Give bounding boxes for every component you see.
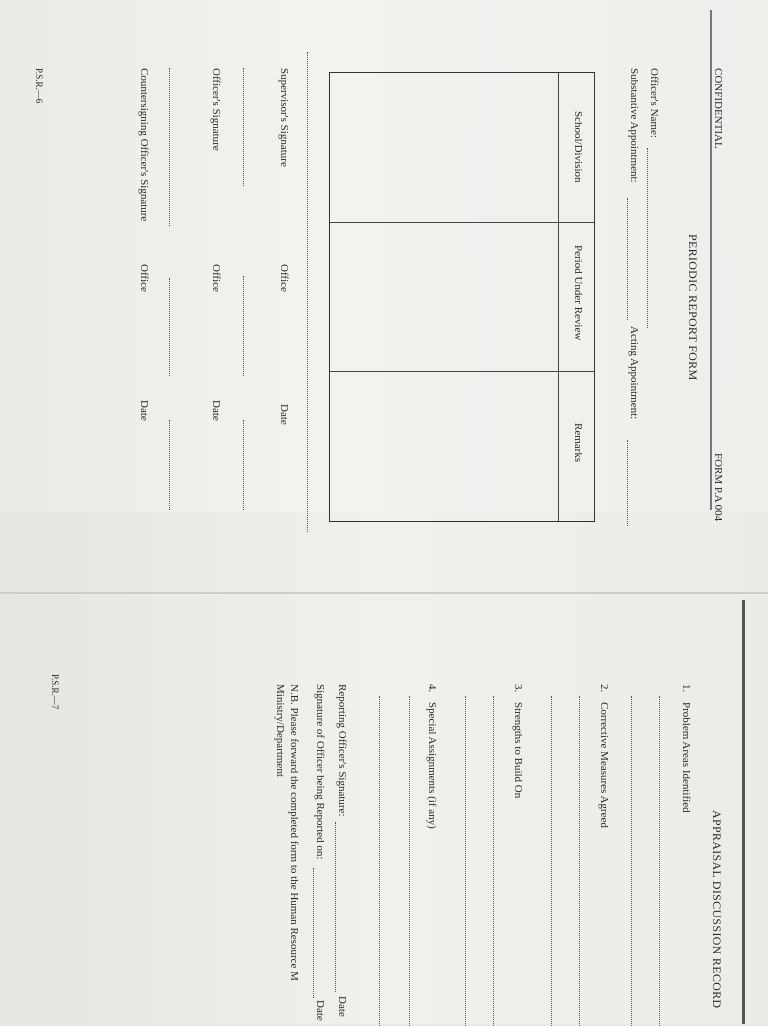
problem-areas-line[interactable]	[631, 696, 632, 1026]
table-header-divider	[558, 73, 559, 521]
table-column-divider	[330, 371, 594, 372]
appraisal-title: APPRAISAL DISCUSSION RECORD	[710, 810, 724, 1009]
supervisor-signature-label: Supervisor's Signature	[278, 68, 290, 167]
table-column-divider	[330, 222, 594, 223]
officer-signature-label: Officer's Signature	[210, 68, 222, 151]
nb-note-continued: Ministry/Department	[274, 684, 286, 777]
reporting-signature-label: Reporting Officer's Signature:	[336, 684, 348, 817]
special-assignments-line[interactable]	[409, 696, 410, 1026]
countersigning-date-line[interactable]	[169, 420, 170, 510]
officer-date-line[interactable]	[243, 420, 244, 510]
corrective-measures-label: Corrective Measures Agreed	[598, 702, 610, 828]
review-table	[329, 72, 595, 522]
item-1-number: 1.	[680, 684, 692, 693]
nb-note: N.B. Please forward the completed form to the Human Resource M	[288, 684, 300, 981]
problem-areas-line[interactable]	[659, 696, 660, 1026]
officer-signature-line[interactable]	[243, 68, 244, 186]
strengths-label: Strengths to Build On	[512, 702, 524, 799]
acting-appointment-field[interactable]	[627, 440, 628, 526]
page-fold	[0, 592, 768, 594]
reported-signature-label: Signature of Officer being Reported on:	[314, 684, 326, 860]
officers-name-field[interactable]	[647, 148, 648, 328]
corrective-measures-line[interactable]	[551, 696, 552, 1026]
officers-name-label: Officer's Name:	[648, 68, 660, 138]
reporting-signature-line[interactable]	[335, 822, 336, 992]
special-assignments-label: Special Assignments (if any)	[426, 702, 438, 829]
table-header-school: School/Division	[572, 111, 584, 183]
officer-office-label: Office	[210, 264, 222, 292]
item-2-number: 2.	[598, 684, 610, 693]
supervisor-date-label: Date	[278, 404, 290, 425]
countersigning-signature-line[interactable]	[169, 68, 170, 226]
appraisal-discussion-record	[16, 640, 756, 1024]
supervisor-office-label: Office	[278, 264, 290, 292]
page-reference: P.S.R.—7	[50, 674, 60, 710]
item-4-number: 4.	[426, 684, 438, 693]
table-header-remarks: Remarks	[572, 423, 584, 463]
countersigning-signature-label: Countersigning Officer's Signature	[138, 68, 150, 222]
form-title: PERIODIC REPORT FORM	[686, 234, 700, 381]
countersigning-date-label: Date	[138, 400, 150, 421]
strengths-line[interactable]	[465, 696, 466, 1026]
special-assignments-line[interactable]	[379, 696, 380, 1026]
reporting-date-label: Date	[336, 996, 348, 1017]
table-header-period: Period Under Review	[572, 245, 584, 341]
officer-date-label: Date	[210, 400, 222, 421]
strengths-line[interactable]	[493, 696, 494, 1026]
reported-signature-line[interactable]	[313, 868, 314, 998]
substantive-appointment-label: Substantive Appointment:	[628, 68, 640, 183]
countersigning-office-label: Office	[138, 264, 150, 292]
problem-areas-label: Problem Areas Identified	[680, 702, 692, 813]
periodic-report-form	[0, 48, 740, 568]
item-3-number: 3.	[512, 684, 524, 693]
supervisor-signature-line[interactable]	[307, 52, 308, 532]
acting-appointment-label: Acting Appointment:	[628, 326, 640, 420]
confidential-label: CONFIDENTIAL	[712, 68, 724, 149]
substantive-appointment-field[interactable]	[627, 198, 628, 320]
countersigning-office-line[interactable]	[169, 278, 170, 376]
reported-date-label: Date	[314, 1000, 326, 1021]
officer-office-line[interactable]	[243, 276, 244, 376]
form-number: FORM P.A 004	[712, 453, 724, 522]
corrective-measures-line[interactable]	[579, 696, 580, 1026]
page-reference: P.S.R.—6	[34, 68, 44, 104]
